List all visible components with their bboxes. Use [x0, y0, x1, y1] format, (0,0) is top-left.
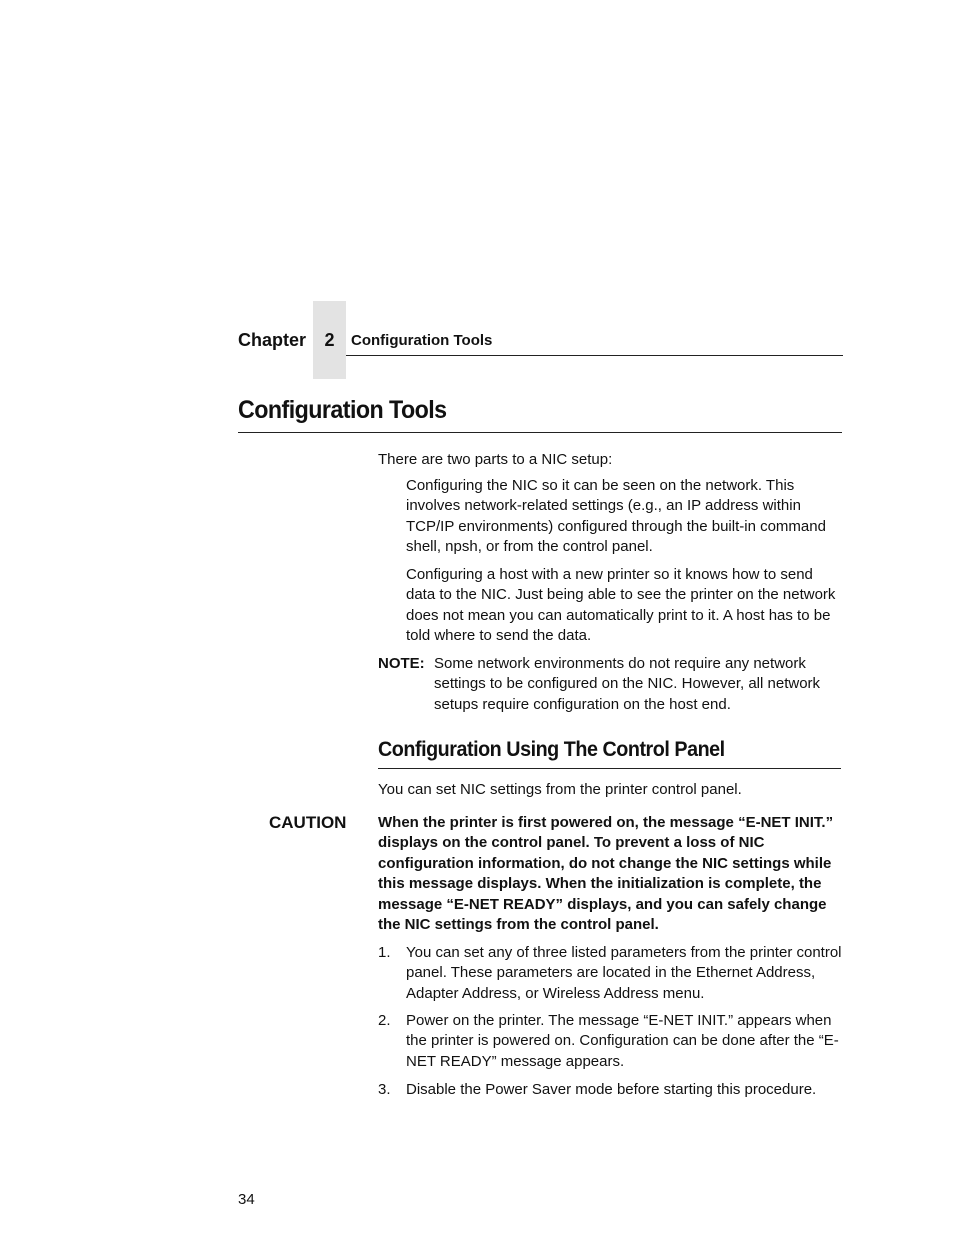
step-text: Power on the printer. The message “E-NET INIT.” appears when the printer is powered on. Configuration can be done after the “E-NET READY” message appears. — [406, 1012, 839, 1070]
note-text: Some network environments do not require any network settings to be configured on the NIC. However, all network setups require configuration on the host end. — [434, 655, 821, 713]
page-number: 34 — [238, 1191, 255, 1208]
section-rule — [238, 432, 842, 433]
note-label: NOTE: — [378, 655, 425, 672]
setup-part-1: Configuring the NIC so it can be seen on the network. This involves network-related settings (e.g., an IP address within TCP/IP environments) configured through the built-in command shell, npsh, or from the control panel. — [406, 477, 826, 556]
subsection-rule — [378, 768, 841, 769]
step-text: Disable the Power Saver mode before starting this procedure. — [406, 1081, 817, 1098]
caution-text: When the printer is first powered on, the message “E-NET INIT.” displays on the control panel. To prevent a loss of NIC configuration information, do not change the NIC settings while this message displays. When the initialization is complete, the message “E-NET READY” displays, and you can safely change the NIC settings from the control panel. — [378, 814, 834, 934]
section-title: Configuration Tools — [238, 396, 447, 424]
chapter-header-rule — [346, 355, 843, 356]
chapter-running-title: Configuration Tools — [351, 332, 493, 349]
subsection-title: Configuration Using The Control Panel — [378, 738, 725, 761]
step-number: 2. — [378, 1012, 391, 1029]
subsection-intro: You can set NIC settings from the printer control panel. — [378, 781, 742, 798]
step-number: 3. — [378, 1081, 391, 1098]
chapter-number: 2 — [324, 330, 335, 350]
caution-label: CAUTION — [269, 813, 347, 832]
section-intro: There are two parts to a NIC setup: — [378, 451, 613, 468]
chapter-label: Chapter — [238, 330, 307, 350]
setup-part-2: Configuring a host with a new printer so it knows how to send data to the NIC. Just being able to see the printer on the network does not mean you can automatically print to it. A host has to be told where to send the data. — [406, 566, 836, 645]
step-number: 1. — [378, 944, 391, 961]
step-text: You can set any of three listed parameters from the printer control panel. These parameters are located in the Ethernet Address, Adapter Address, or Wireless Address menu. — [406, 944, 842, 1002]
